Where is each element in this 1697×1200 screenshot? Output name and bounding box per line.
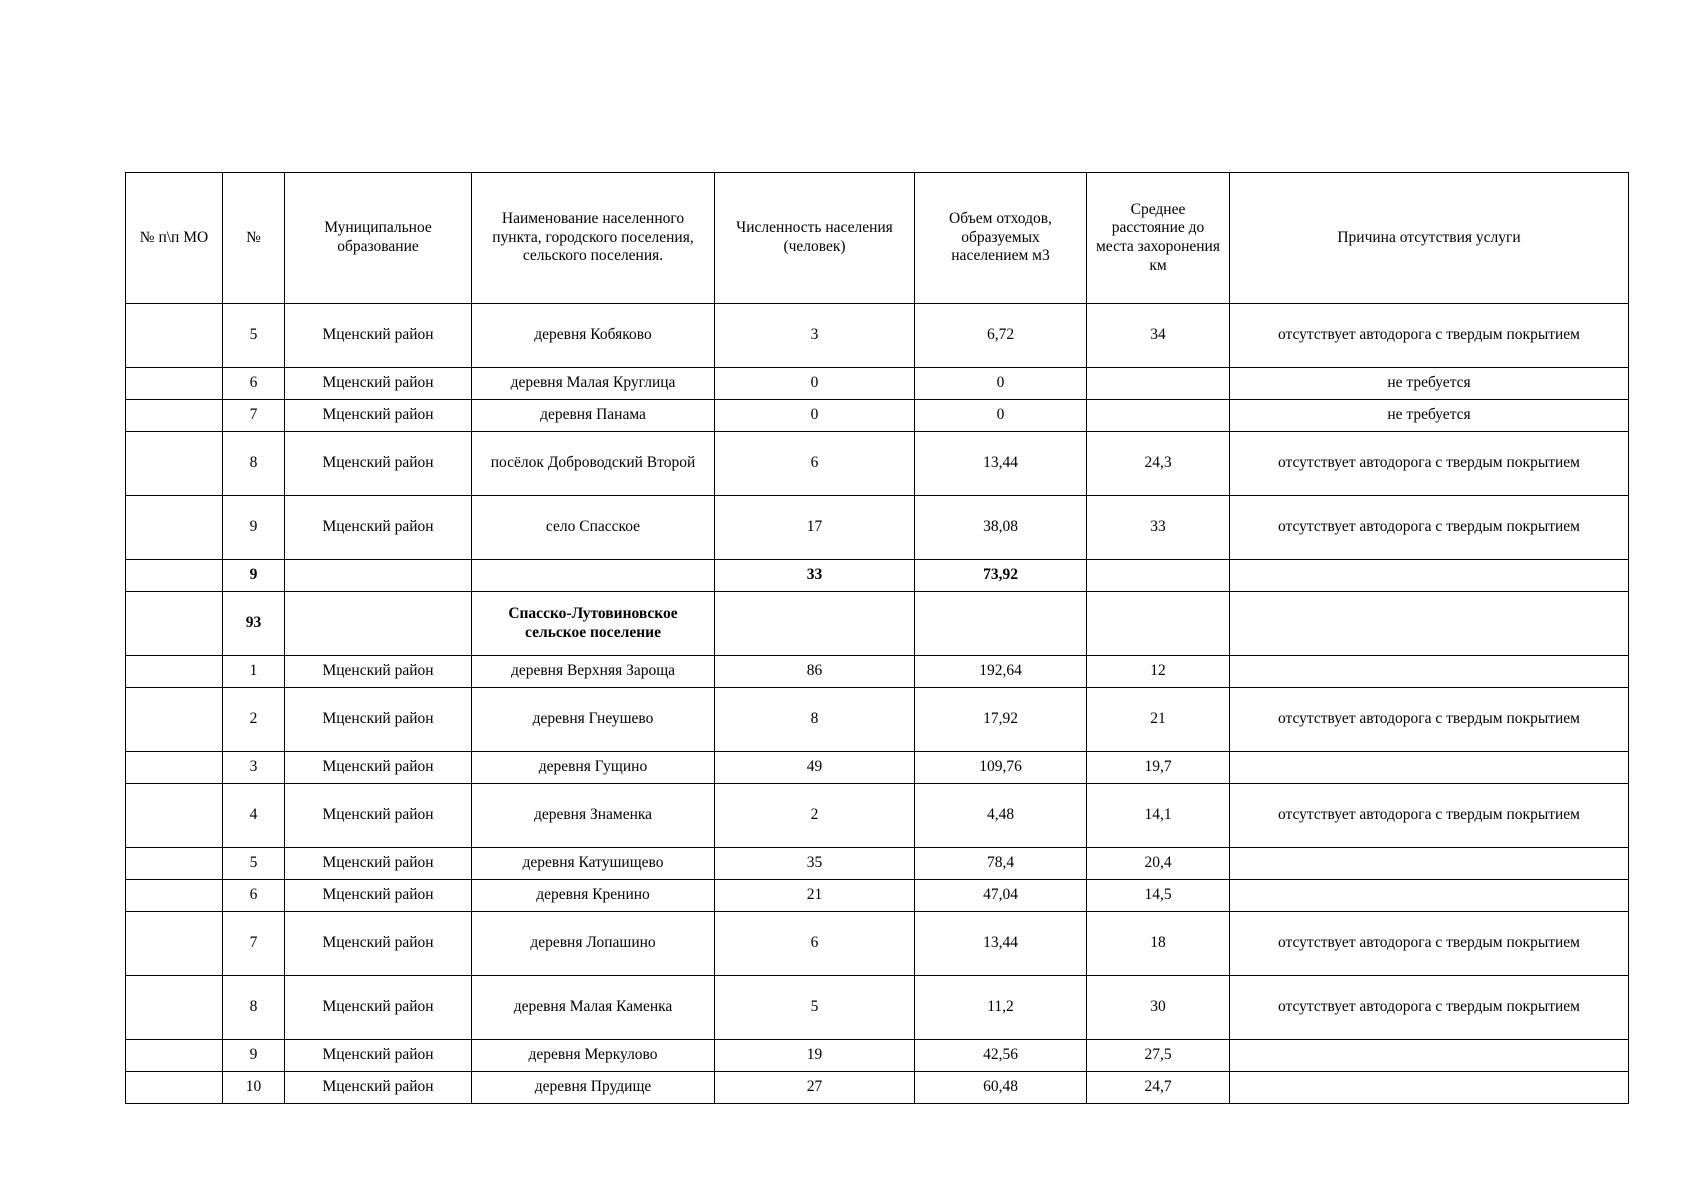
- cell-number: 8: [223, 432, 285, 496]
- table-row: [126, 784, 1629, 848]
- cell-settlement: деревня Катушищево: [472, 848, 715, 880]
- cell-reason: отсутствует автодорога с твердым покрытием: [1230, 912, 1629, 976]
- cell-mo-number: [126, 656, 223, 688]
- cell-population: [715, 592, 915, 656]
- cell-waste-volume: 13,44: [915, 912, 1087, 976]
- cell-number: 9: [223, 560, 285, 592]
- table-row: [126, 976, 1629, 1040]
- cell-population: 0: [715, 368, 915, 400]
- cell-reason: отсутствует автодорога с твердым покрытием: [1230, 496, 1629, 560]
- cell-settlement: деревня Прудище: [472, 1072, 715, 1104]
- table-row: [126, 848, 1629, 880]
- cell-population: 33: [715, 560, 915, 592]
- cell-number: 10: [223, 1072, 285, 1104]
- col-header-municipality: Муниципальное образование: [285, 173, 472, 304]
- table-row: [126, 304, 1629, 368]
- cell-population: 21: [715, 880, 915, 912]
- cell-distance: 24,3: [1087, 432, 1230, 496]
- cell-settlement: село Спасское: [472, 496, 715, 560]
- cell-settlement: Спасско-Лутовиновское сельское поселение: [472, 592, 715, 656]
- cell-population: 0: [715, 400, 915, 432]
- cell-settlement: деревня Лопашино: [472, 912, 715, 976]
- cell-number: 93: [223, 592, 285, 656]
- cell-distance: 18: [1087, 912, 1230, 976]
- cell-reason: [1230, 560, 1629, 592]
- cell-settlement: деревня Кренино: [472, 880, 715, 912]
- cell-municipality: Мценский район: [285, 688, 472, 752]
- cell-mo-number: [126, 496, 223, 560]
- cell-distance: 19,7: [1087, 752, 1230, 784]
- cell-settlement: [472, 560, 715, 592]
- cell-reason: не требуется: [1230, 368, 1629, 400]
- col-header-mo-number: № п\п МО: [126, 173, 223, 304]
- cell-population: 3: [715, 304, 915, 368]
- cell-municipality: Мценский район: [285, 1040, 472, 1072]
- cell-distance: [1087, 400, 1230, 432]
- table-row: [126, 592, 1629, 656]
- cell-distance: 34: [1087, 304, 1230, 368]
- cell-population: 35: [715, 848, 915, 880]
- cell-mo-number: [126, 688, 223, 752]
- table-row: [126, 1072, 1629, 1104]
- cell-number: 5: [223, 304, 285, 368]
- cell-population: 27: [715, 1072, 915, 1104]
- cell-population: 49: [715, 752, 915, 784]
- cell-population: 8: [715, 688, 915, 752]
- cell-distance: 21: [1087, 688, 1230, 752]
- waste-table: [125, 172, 1629, 1104]
- table-row: [126, 560, 1629, 592]
- cell-reason: [1230, 1072, 1629, 1104]
- table-row: [126, 400, 1629, 432]
- header-row: [126, 173, 1629, 304]
- cell-settlement: посёлок Доброводский Второй: [472, 432, 715, 496]
- cell-distance: 24,7: [1087, 1072, 1230, 1104]
- cell-waste-volume: 109,76: [915, 752, 1087, 784]
- cell-municipality: Мценский район: [285, 752, 472, 784]
- cell-distance: [1087, 592, 1230, 656]
- cell-reason: отсутствует автодорога с твердым покрытием: [1230, 688, 1629, 752]
- cell-waste-volume: 17,92: [915, 688, 1087, 752]
- col-header-distance: Среднее расстояние до места захоронения км: [1087, 173, 1230, 304]
- cell-mo-number: [126, 560, 223, 592]
- cell-municipality: Мценский район: [285, 784, 472, 848]
- cell-settlement: деревня Малая Круглица: [472, 368, 715, 400]
- cell-number: 2: [223, 688, 285, 752]
- cell-population: 17: [715, 496, 915, 560]
- cell-waste-volume: 13,44: [915, 432, 1087, 496]
- cell-mo-number: [126, 784, 223, 848]
- cell-settlement: деревня Кобяково: [472, 304, 715, 368]
- cell-waste-volume: 0: [915, 368, 1087, 400]
- cell-municipality: Мценский район: [285, 400, 472, 432]
- cell-mo-number: [126, 912, 223, 976]
- cell-distance: [1087, 560, 1230, 592]
- cell-mo-number: [126, 1040, 223, 1072]
- cell-municipality: Мценский район: [285, 848, 472, 880]
- cell-waste-volume: 42,56: [915, 1040, 1087, 1072]
- cell-distance: [1087, 368, 1230, 400]
- cell-municipality: Мценский район: [285, 1072, 472, 1104]
- cell-reason: [1230, 1040, 1629, 1072]
- col-header-reason: Причина отсутствия услуги: [1230, 173, 1629, 304]
- cell-mo-number: [126, 592, 223, 656]
- table-body: [126, 304, 1629, 1104]
- cell-reason: [1230, 656, 1629, 688]
- cell-municipality: [285, 592, 472, 656]
- cell-settlement: деревня Панама: [472, 400, 715, 432]
- cell-population: 2: [715, 784, 915, 848]
- cell-reason: [1230, 880, 1629, 912]
- cell-waste-volume: 60,48: [915, 1072, 1087, 1104]
- cell-settlement: деревня Меркулово: [472, 1040, 715, 1072]
- table-row: [126, 912, 1629, 976]
- cell-mo-number: [126, 304, 223, 368]
- cell-waste-volume: [915, 592, 1087, 656]
- cell-reason: [1230, 592, 1629, 656]
- cell-mo-number: [126, 432, 223, 496]
- cell-population: 6: [715, 912, 915, 976]
- col-header-waste-volume: Объем отходов, образуемых населением м3: [915, 173, 1087, 304]
- cell-municipality: Мценский район: [285, 304, 472, 368]
- cell-population: 19: [715, 1040, 915, 1072]
- cell-mo-number: [126, 880, 223, 912]
- col-header-number: №: [223, 173, 285, 304]
- table-row: [126, 656, 1629, 688]
- cell-reason: отсутствует автодорога с твердым покрытием: [1230, 432, 1629, 496]
- cell-number: 9: [223, 1040, 285, 1072]
- cell-mo-number: [126, 848, 223, 880]
- cell-waste-volume: 0: [915, 400, 1087, 432]
- cell-distance: 14,5: [1087, 880, 1230, 912]
- cell-waste-volume: 192,64: [915, 656, 1087, 688]
- cell-settlement: деревня Знаменка: [472, 784, 715, 848]
- table-row: [126, 432, 1629, 496]
- cell-mo-number: [126, 976, 223, 1040]
- table-row: [126, 752, 1629, 784]
- cell-distance: 12: [1087, 656, 1230, 688]
- cell-settlement: деревня Верхняя Зароща: [472, 656, 715, 688]
- col-header-population: Численность населения (человек): [715, 173, 915, 304]
- cell-reason: отсутствует автодорога с твердым покрытием: [1230, 976, 1629, 1040]
- cell-waste-volume: 38,08: [915, 496, 1087, 560]
- cell-settlement: деревня Малая Каменка: [472, 976, 715, 1040]
- table-row: [126, 688, 1629, 752]
- cell-reason: отсутствует автодорога с твердым покрытием: [1230, 304, 1629, 368]
- cell-municipality: Мценский район: [285, 432, 472, 496]
- cell-number: 6: [223, 368, 285, 400]
- cell-population: 6: [715, 432, 915, 496]
- cell-number: 7: [223, 912, 285, 976]
- cell-reason: [1230, 848, 1629, 880]
- cell-mo-number: [126, 368, 223, 400]
- cell-municipality: Мценский район: [285, 656, 472, 688]
- cell-number: 3: [223, 752, 285, 784]
- cell-municipality: [285, 560, 472, 592]
- cell-number: 9: [223, 496, 285, 560]
- cell-waste-volume: 6,72: [915, 304, 1087, 368]
- cell-distance: 20,4: [1087, 848, 1230, 880]
- cell-number: 5: [223, 848, 285, 880]
- cell-number: 6: [223, 880, 285, 912]
- cell-waste-volume: 11,2: [915, 976, 1087, 1040]
- cell-number: 8: [223, 976, 285, 1040]
- cell-mo-number: [126, 752, 223, 784]
- table-row: [126, 368, 1629, 400]
- cell-municipality: Мценский район: [285, 976, 472, 1040]
- cell-reason: отсутствует автодорога с твердым покрытием: [1230, 784, 1629, 848]
- cell-municipality: Мценский район: [285, 368, 472, 400]
- table-row: [126, 880, 1629, 912]
- cell-waste-volume: 78,4: [915, 848, 1087, 880]
- cell-distance: 33: [1087, 496, 1230, 560]
- cell-municipality: Мценский район: [285, 496, 472, 560]
- col-header-settlement: Наименование населенного пункта, городского поселения, сельского поселения.: [472, 173, 715, 304]
- cell-distance: 30: [1087, 976, 1230, 1040]
- cell-waste-volume: 73,92: [915, 560, 1087, 592]
- cell-waste-volume: 47,04: [915, 880, 1087, 912]
- cell-distance: 14,1: [1087, 784, 1230, 848]
- cell-number: 4: [223, 784, 285, 848]
- cell-number: 1: [223, 656, 285, 688]
- cell-municipality: Мценский район: [285, 880, 472, 912]
- table-row: [126, 1040, 1629, 1072]
- cell-distance: 27,5: [1087, 1040, 1230, 1072]
- cell-mo-number: [126, 400, 223, 432]
- cell-reason: [1230, 752, 1629, 784]
- cell-population: 86: [715, 656, 915, 688]
- table-row: [126, 496, 1629, 560]
- cell-settlement: деревня Гущино: [472, 752, 715, 784]
- cell-mo-number: [126, 1072, 223, 1104]
- cell-waste-volume: 4,48: [915, 784, 1087, 848]
- cell-population: 5: [715, 976, 915, 1040]
- cell-number: 7: [223, 400, 285, 432]
- cell-reason: не требуется: [1230, 400, 1629, 432]
- cell-settlement: деревня Гнеушево: [472, 688, 715, 752]
- cell-municipality: Мценский район: [285, 912, 472, 976]
